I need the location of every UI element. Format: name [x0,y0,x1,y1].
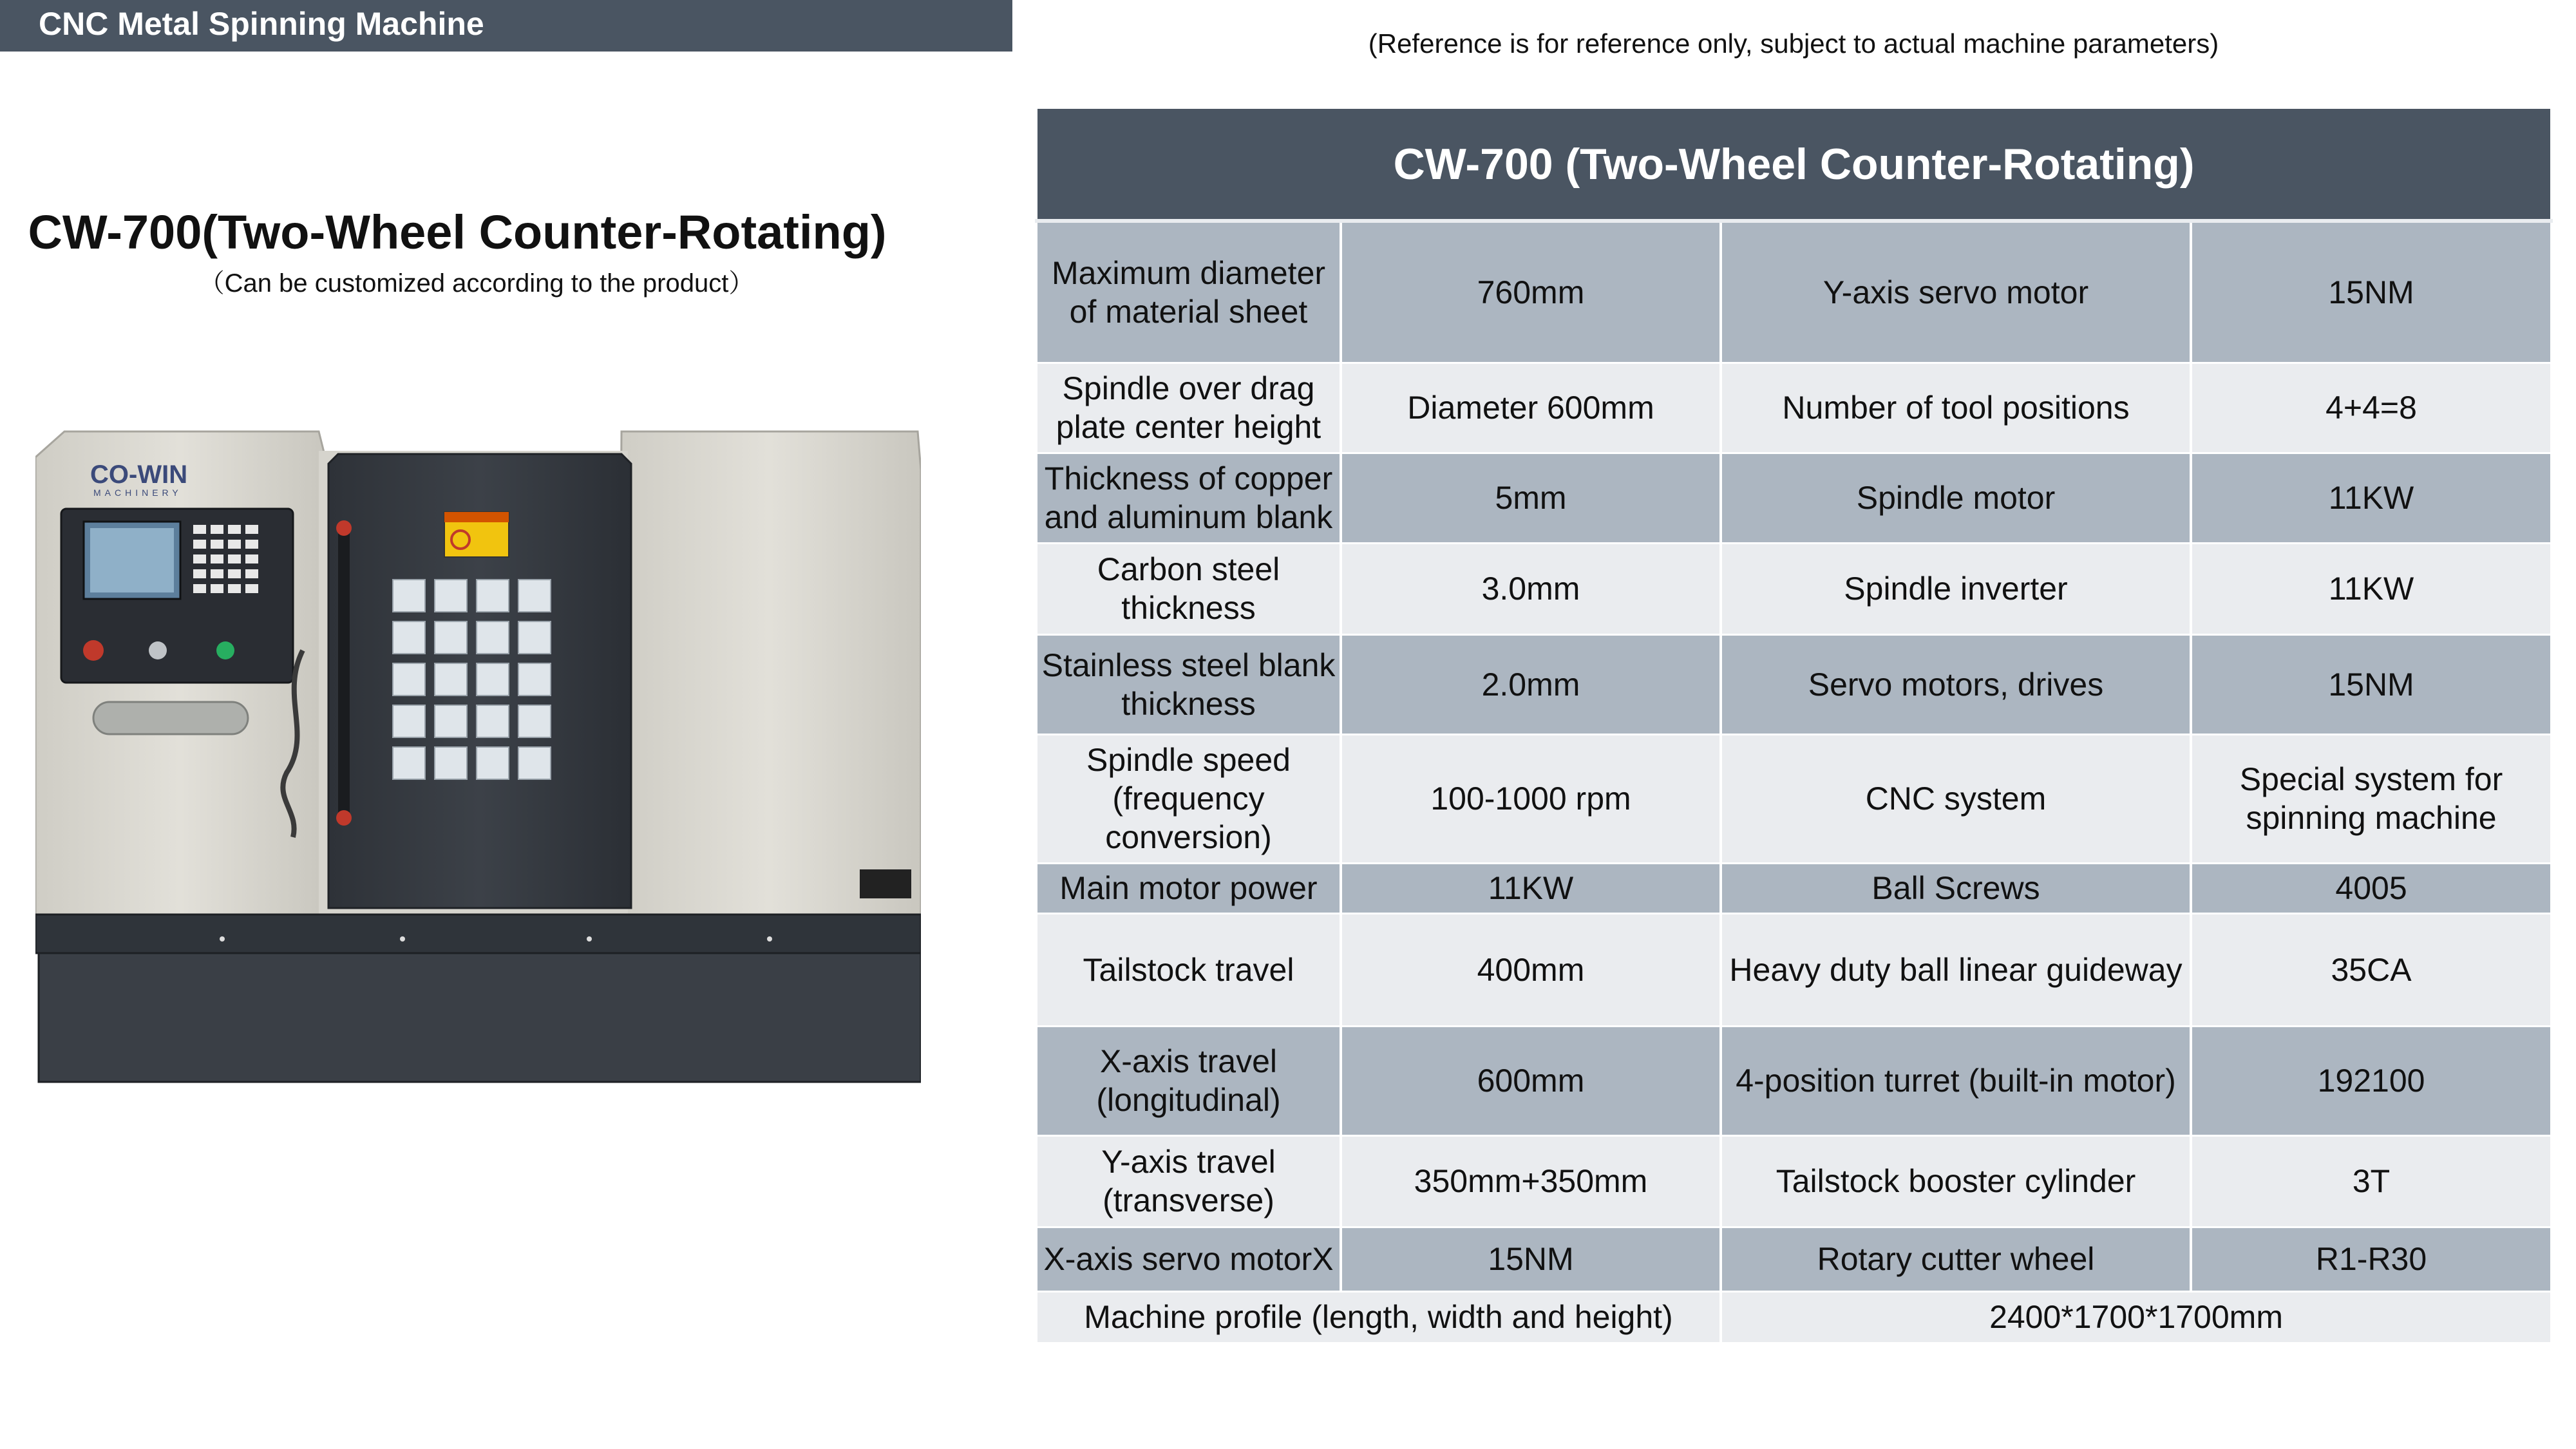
control-button-green [216,641,234,659]
spec-label: Servo motors, drives [1721,634,2191,734]
spec-value: Diameter 600mm [1341,363,1721,453]
spec-value: 2400*1700*1700mm [1721,1291,2552,1343]
table-row [1036,1026,2552,1135]
spec-label: Y-axis servo motor [1721,221,2191,363]
spec-value: R1-R30 [2191,1227,2552,1291]
spec-label: Machine profile (length, width and height) [1036,1291,1721,1343]
spec-label: Spindle over drag plate center height [1036,363,1341,453]
spec-value: 3.0mm [1341,543,1721,634]
table-row [1036,221,2552,363]
spec-label: Main motor power [1036,863,1341,913]
spec-label: Maximum diameter of material sheet [1036,221,1341,363]
spec-label: Rotary cutter wheel [1721,1227,2191,1291]
spec-value: 4005 [2191,863,2552,913]
machine-illustration [35,425,921,1085]
spec-label: Carbon steel thickness [1036,543,1341,634]
handle-cap-bottom [336,810,352,826]
spec-label: X-axis travel (longitudinal) [1036,1026,1341,1135]
spec-label: Spindle motor [1721,453,2191,543]
header-title: CNC Metal Spinning Machine [39,6,484,42]
machine-base [39,953,921,1082]
spec-label: 4-position turret (built-in motor) [1721,1026,2191,1135]
machine-base-top [35,914,921,953]
spec-value: 600mm [1341,1026,1721,1135]
spec-label: Tailstock travel [1036,913,1341,1026]
spec-value: 4+4=8 [2191,363,2552,453]
spec-value: 11KW [1341,863,1721,913]
model-subtitle: （Can be customized according to the product） [198,269,755,298]
spec-label: Number of tool positions [1721,363,2191,453]
table-row [1036,1291,2552,1343]
spec-label: Ball Screws [1721,863,2191,913]
spec-table-title: CW-700 (Two-Wheel Counter-Rotating) [1036,108,2552,221]
spec-label: Y-axis travel (transverse) [1036,1135,1341,1227]
control-button-gray [149,641,167,659]
table-row [1036,363,2552,453]
handle-cap-top [336,520,352,536]
spec-value: 11KW [2191,453,2552,543]
table-row [1036,543,2552,634]
spec-label: Thickness of copper and aluminum blank [1036,453,1341,543]
nameplate [860,869,911,898]
table-row [1036,453,2552,543]
spec-table [1035,106,2553,1344]
spec-value: 5mm [1341,453,1721,543]
spec-value: 3T [2191,1135,2552,1227]
spec-value: 15NM [1341,1227,1721,1291]
spec-value: 350mm+350mm [1341,1135,1721,1227]
emergency-button [83,640,104,661]
spec-value: 760mm [1341,221,1721,363]
header-bar [0,0,1012,52]
model-title: CW-700(Two-Wheel Counter-Rotating) [28,205,887,259]
spec-value: Special system for spinning machine [2191,734,2552,863]
spec-value: 35CA [2191,913,2552,1026]
brand-logo-sub: MACHINERY [93,488,182,498]
right-cabinet [618,431,921,914]
table-row [1036,913,2552,1026]
reference-note: (Reference is for reference only, subject to actual machine parameters) [1368,28,2219,59]
spec-value: 2.0mm [1341,634,1721,734]
spec-value: 15NM [2191,221,2552,363]
spec-value: 100-1000 rpm [1341,734,1721,863]
spec-value: 400mm [1341,913,1721,1026]
brand-logo: CO-WIN [90,460,188,489]
table-row [1036,1135,2552,1227]
table-row [1036,734,2552,863]
table-row [1036,634,2552,734]
spec-value: 11KW [2191,543,2552,634]
spec-value: 15NM [2191,634,2552,734]
spec-label: Stainless steel blank thickness [1036,634,1341,734]
spec-value: 192100 [2191,1026,2552,1135]
table-row [1036,863,2552,913]
spec-label: X-axis servo motorX [1036,1227,1341,1291]
machine-image [35,425,921,1085]
spec-label: Spindle inverter [1721,543,2191,634]
vent [93,702,248,734]
spec-label: Spindle speed (frequency conversion) [1036,734,1341,863]
spec-label: Tailstock booster cylinder [1721,1135,2191,1227]
spec-label: CNC system [1721,734,2191,863]
door-handle [338,528,350,818]
spec-label: Heavy duty ball linear guideway [1721,913,2191,1026]
table-row [1036,1227,2552,1291]
